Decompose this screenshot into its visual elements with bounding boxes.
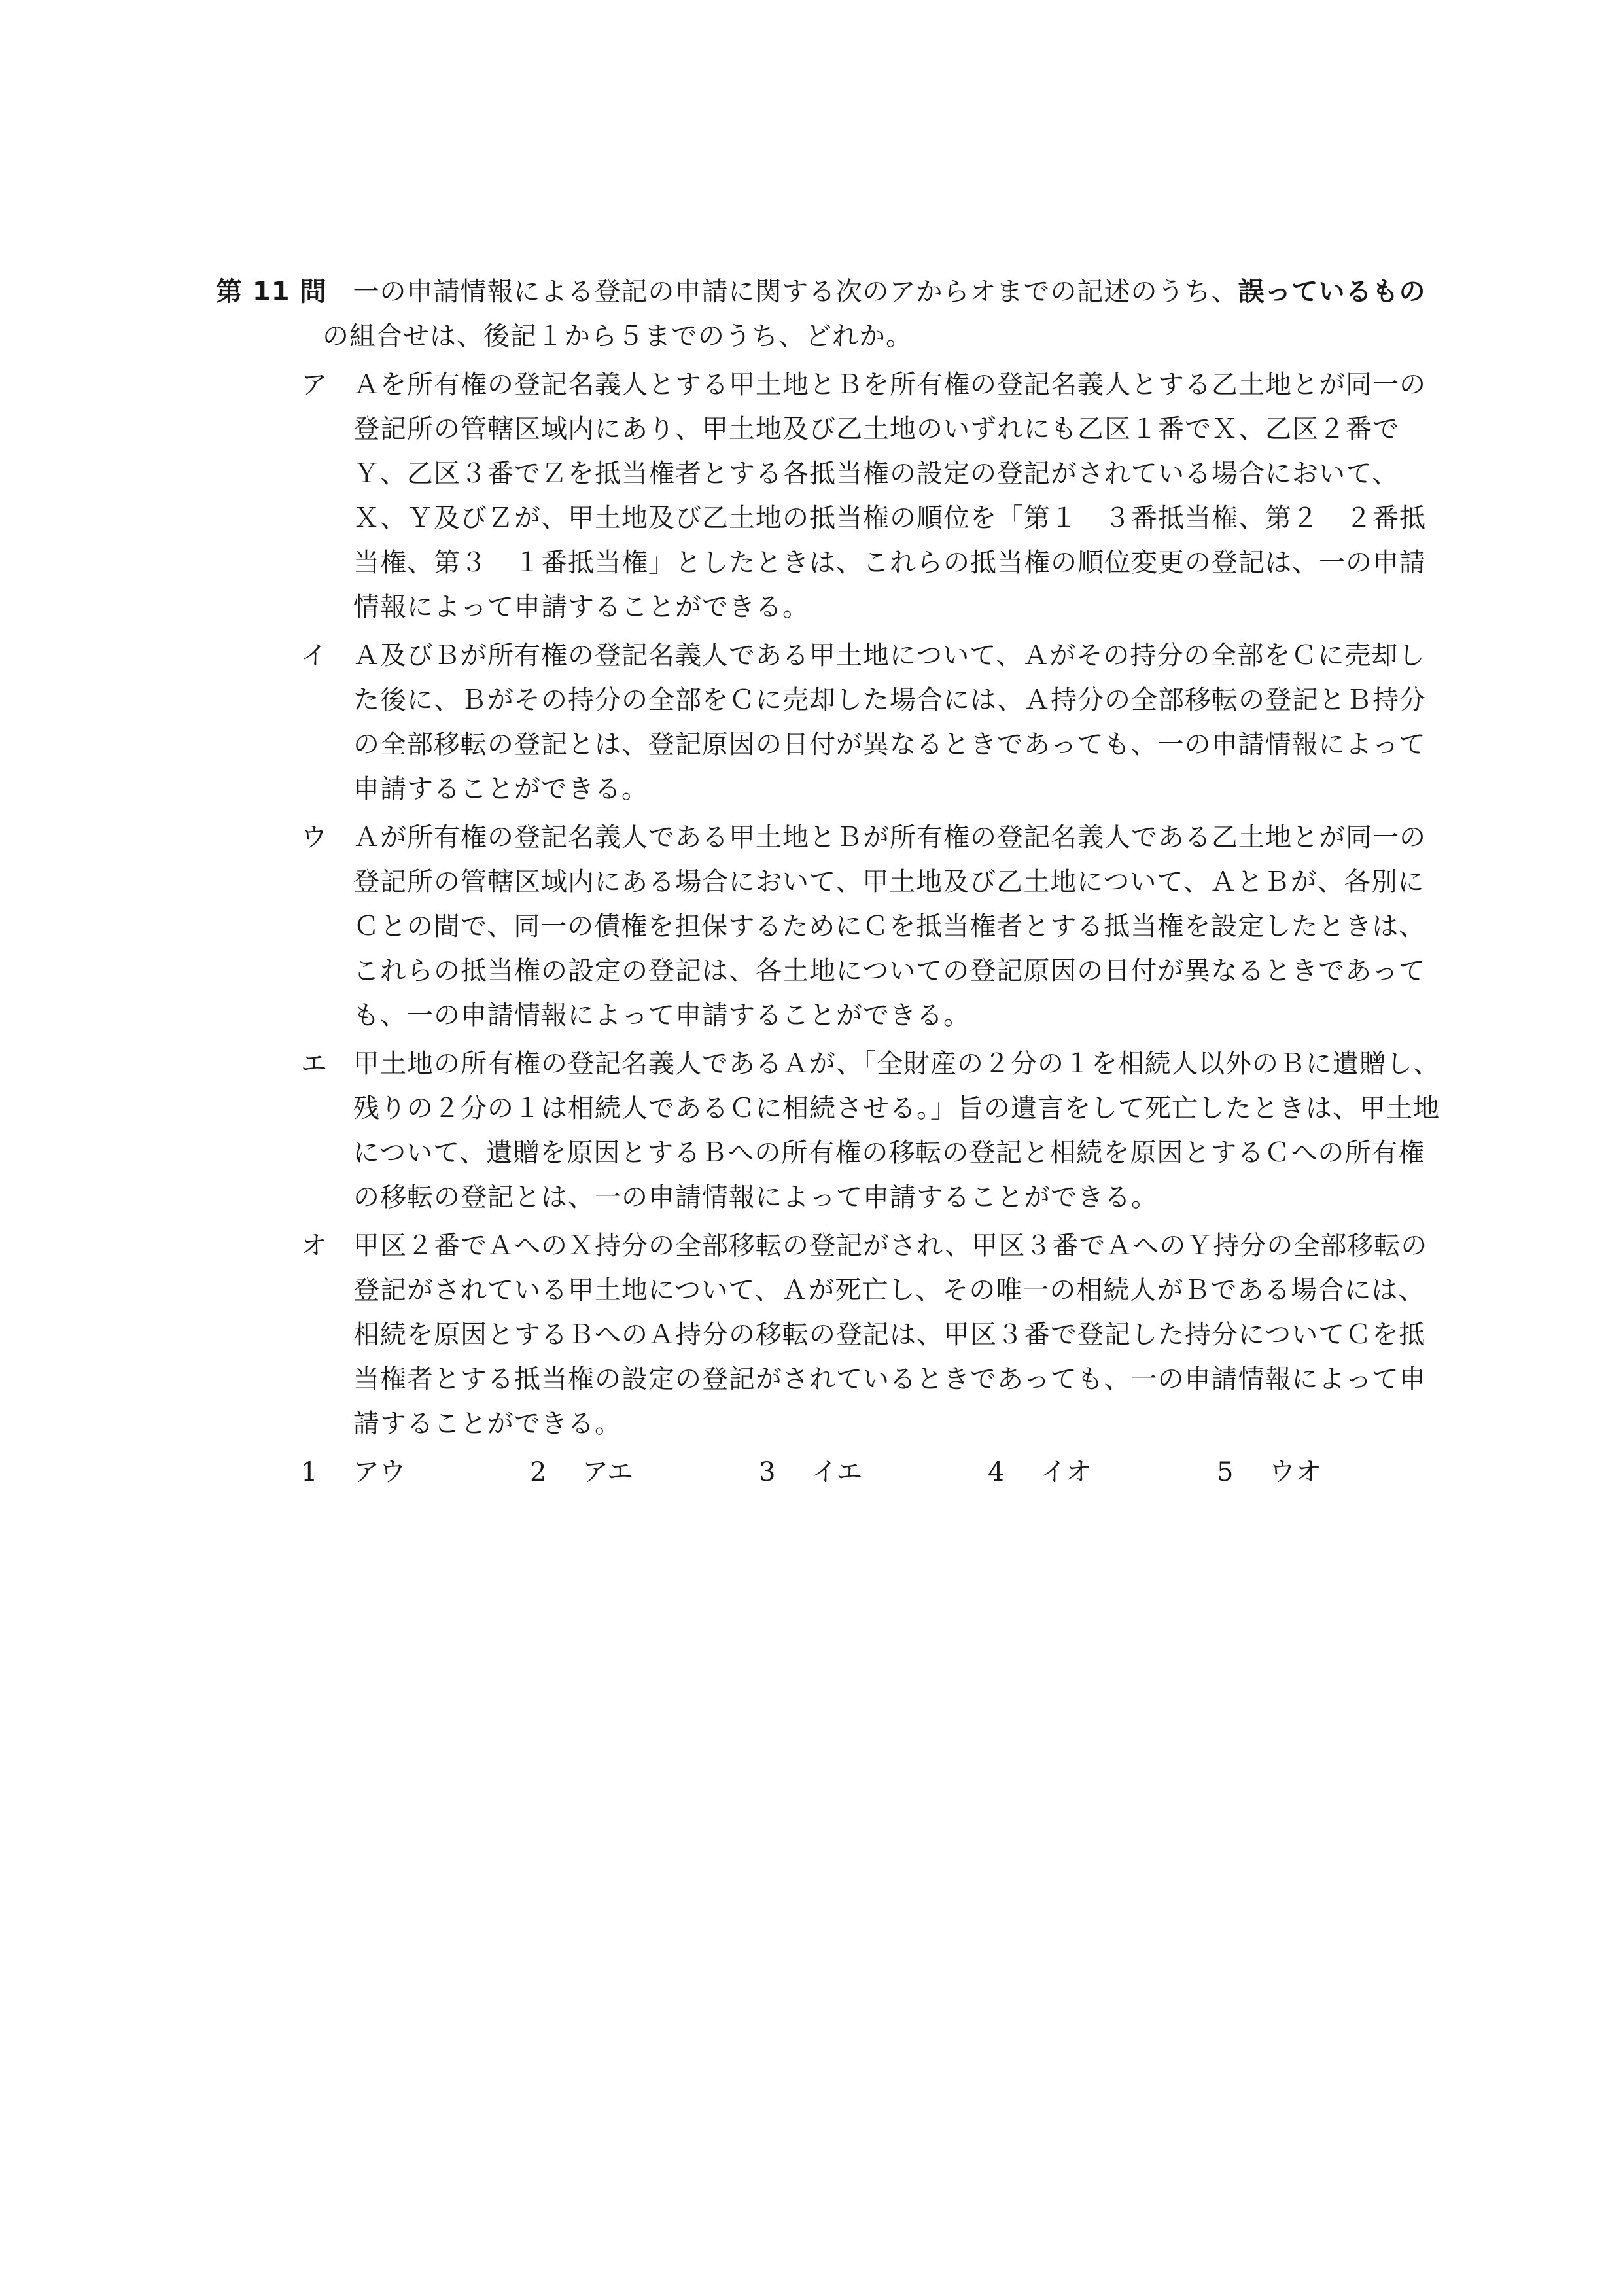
choice-text: アウ [353, 1457, 406, 1487]
answer-choices [216, 1450, 1446, 1494]
statement-text: 甲区２番でＡへのＸ持分の全部移転の登記がされ、甲区３番でＡへのＹ持分の全部移転の登記がされている甲土地について、Ａが死亡し、その唯一の相続人がＢである場合には、相続を原因とするＢへのＡ持分の移転の登記は、甲区３番で登記した持分についてＣを抵当権者とする抵当権の設定の登記がされているときであっても、一の申請情報によって申請することができる。 [353, 1231, 1428, 1439]
choice-4[interactable] [988, 1450, 1217, 1494]
choice-3[interactable] [759, 1450, 988, 1494]
question-intro-after: の組合せは、後記１から５までのうち、どれか。 [323, 321, 913, 351]
question-block [216, 270, 1446, 1494]
statement-text: Ａを所有権の登記名義人とする甲土地とＢを所有権の登記名義人とする乙土地とが同一の登記所の管轄区域内にあり、甲土地及び乙土地のいずれにも乙区１番でＸ、乙区２番でＹ、乙区３番でＺを抵当権者とする各抵当権の設定の登記がされている場合において、Ｘ、Ｙ及びＺが、甲土地及び乙土地の抵当権の順位を「第１ ３番抵当権、第２ ２番抵当権、第３ １番抵当権」としたときは、これらの抵当権の順位変更の登記は、一の申請情報によって申請することができる。 [353, 370, 1426, 622]
choice-number: 3 [759, 1457, 776, 1487]
question-intro-before: 一の申請情報による登記の申請に関する次のアからオまでの記述のうち、 [353, 277, 1238, 307]
statement-i [301, 633, 1446, 811]
choice-number: 1 [301, 1457, 318, 1487]
statement-list [216, 362, 1446, 1446]
statement-o [301, 1224, 1446, 1446]
question-intro-bold: 誤っているもの [1238, 277, 1426, 307]
statement-e [301, 1042, 1446, 1220]
question-number: 第 11 問 [216, 277, 327, 307]
choice-text: イオ [1040, 1457, 1092, 1487]
statement-label: オ [301, 1231, 328, 1261]
choice-text: アエ [582, 1457, 633, 1487]
statement-text: Ａが所有権の登記名義人である甲土地とＢが所有権の登記名義人である乙土地とが同一の登記所の管轄区域内にある場合において、甲土地及び乙土地について、ＡとＢが、各別にＣとの間で、同一の債権を担保するためにＣを抵当権者とする抵当権を設定したときは、これらの抵当権の設定の登記は、各土地についての登記原因の日付が異なるときであっても、一の申請情報によって申請することができる。 [353, 822, 1426, 1031]
statement-label: エ [301, 1049, 328, 1079]
statement-text: 甲土地の所有権の登記名義人であるＡが、「全財産の２分の１を相続人以外のＢに遺贈し、残りの２分の１は相続人であるＣに相続させる。」旨の遺言をして死亡したときは、甲土地について、遺贈を原因とするＢへの所有権の移転の登記と相続を原因とするＣへの所有権の移転の登記とは、一の申請情報によって申請することができる。 [353, 1049, 1440, 1212]
choice-5[interactable] [1217, 1450, 1446, 1494]
choice-number: 4 [988, 1457, 1005, 1487]
statement-a [301, 362, 1446, 629]
question-header [216, 270, 1446, 359]
statement-label: イ [301, 641, 328, 671]
choice-text: イエ [811, 1457, 863, 1487]
statement-label: ア [301, 370, 328, 400]
choice-1[interactable] [301, 1450, 530, 1494]
statement-u [301, 815, 1446, 1038]
choice-number: 2 [530, 1457, 547, 1487]
choice-text: ウオ [1269, 1457, 1321, 1487]
choice-number: 5 [1217, 1457, 1234, 1487]
statement-text: Ａ及びＢが所有権の登記名義人である甲土地について、Ａがその持分の全部をＣに売却した後に、Ｂがその持分の全部をＣに売却した場合には、Ａ持分の全部移転の登記とＢ持分の全部移転の登記とは、登記原因の日付が異なるときであっても、一の申請情報によって申請することができる。 [353, 641, 1426, 804]
choice-2[interactable] [530, 1450, 759, 1494]
statement-label: ウ [301, 822, 328, 853]
